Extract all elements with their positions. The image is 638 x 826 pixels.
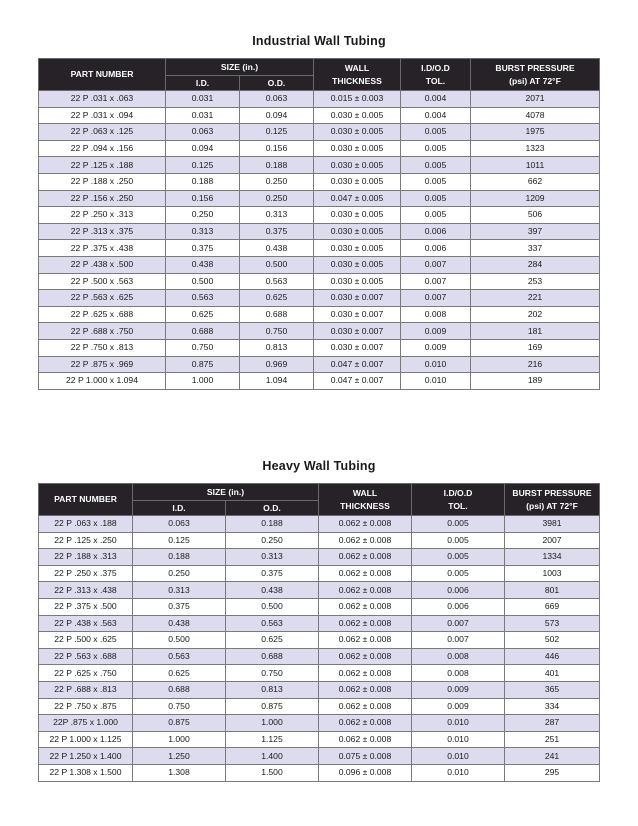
table-row <box>39 223 600 240</box>
id-cell: 0.188 <box>166 173 240 190</box>
tol-header-line1: I.D/O.D <box>421 62 450 73</box>
tolerance-cell: 0.007 <box>412 632 505 649</box>
tolerance-cell: 0.005 <box>401 140 471 157</box>
burst-pressure-cell: 169 <box>471 339 600 356</box>
table-row <box>39 715 600 732</box>
burst-pressure-cell: 334 <box>505 698 600 715</box>
part-number-cell: 22 P .750 x .875 <box>39 698 133 715</box>
table-row <box>39 190 600 207</box>
od-cell: 1.000 <box>226 715 319 732</box>
burst-pressure-cell: 1011 <box>471 157 600 174</box>
od-cell: 0.438 <box>226 582 319 599</box>
id-cell: 0.250 <box>133 565 226 582</box>
id-cell: 0.031 <box>166 107 240 124</box>
part-number-cell: 22 P .563 x .625 <box>39 290 166 307</box>
table-row <box>39 140 600 157</box>
wall-thickness-cell: 0.062 ± 0.008 <box>319 565 412 582</box>
burst-header-line1: BURST PRESSURE <box>512 487 592 498</box>
wall-thickness-cell: 0.030 ± 0.005 <box>314 256 401 273</box>
wall-thickness-cell: 0.062 ± 0.008 <box>319 698 412 715</box>
od-cell: 0.188 <box>226 516 319 533</box>
wall-header-line2: THICKNESS <box>332 75 382 86</box>
part-number-cell: 22 P .094 x .156 <box>39 140 166 157</box>
table-row <box>39 582 600 599</box>
wall-thickness-header <box>314 59 401 91</box>
tol-header-line2: TOL. <box>425 75 446 86</box>
od-cell: 0.375 <box>226 565 319 582</box>
table-row <box>39 240 600 257</box>
id-cell: 0.750 <box>133 698 226 715</box>
tolerance-cell: 0.007 <box>401 273 471 290</box>
burst-pressure-cell: 287 <box>505 715 600 732</box>
tolerance-cell: 0.010 <box>412 748 505 765</box>
burst-pressure-cell: 1003 <box>505 565 600 582</box>
part-number-cell: 22P .875 x 1.000 <box>39 715 133 732</box>
table-row <box>39 306 600 323</box>
wall-thickness-cell: 0.030 ± 0.005 <box>314 207 401 224</box>
id-cell: 0.500 <box>133 632 226 649</box>
id-cell: 1.308 <box>133 764 226 781</box>
wall-thickness-cell: 0.030 ± 0.005 <box>314 107 401 124</box>
od-cell: 1.094 <box>240 373 314 390</box>
tolerance-cell: 0.005 <box>401 157 471 174</box>
burst-pressure-cell: 446 <box>505 648 600 665</box>
tolerance-cell: 0.007 <box>412 615 505 632</box>
id-cell: 0.438 <box>166 256 240 273</box>
table-row <box>39 290 600 307</box>
wall-thickness-cell: 0.075 ± 0.008 <box>319 748 412 765</box>
tolerance-cell: 0.005 <box>401 207 471 224</box>
tolerance-cell: 0.004 <box>401 107 471 124</box>
wall-thickness-cell: 0.062 ± 0.008 <box>319 615 412 632</box>
od-cell: 0.313 <box>240 207 314 224</box>
burst-pressure-header <box>505 484 600 516</box>
wall-thickness-cell: 0.062 ± 0.008 <box>319 731 412 748</box>
tolerance-cell: 0.010 <box>412 731 505 748</box>
od-cell: 0.250 <box>240 173 314 190</box>
size-header: SIZE (in.) <box>166 59 314 76</box>
tolerance-cell: 0.009 <box>401 323 471 340</box>
wall-thickness-cell: 0.062 ± 0.008 <box>319 715 412 732</box>
wall-thickness-cell: 0.062 ± 0.008 <box>319 681 412 698</box>
burst-pressure-cell: 365 <box>505 681 600 698</box>
wall-thickness-cell: 0.030 ± 0.007 <box>314 290 401 307</box>
part-number-cell: 22 P .438 x .500 <box>39 256 166 273</box>
wall-thickness-cell: 0.030 ± 0.007 <box>314 339 401 356</box>
tolerance-cell: 0.010 <box>401 356 471 373</box>
burst-pressure-cell: 189 <box>471 373 600 390</box>
part-number-cell: 22 P .063 x .188 <box>39 516 133 533</box>
burst-pressure-cell: 573 <box>505 615 600 632</box>
part-number-cell: 22 P .688 x .813 <box>39 681 133 698</box>
tolerance-cell: 0.007 <box>401 256 471 273</box>
id-cell: 0.250 <box>166 207 240 224</box>
od-cell: 0.250 <box>226 532 319 549</box>
id-cell: 0.875 <box>166 356 240 373</box>
wall-thickness-cell: 0.062 ± 0.008 <box>319 516 412 533</box>
part-number-cell: 22 P .031 x .063 <box>39 91 166 108</box>
id-cell: 0.188 <box>133 549 226 566</box>
id-cell: 1.000 <box>166 373 240 390</box>
wall-thickness-cell: 0.047 ± 0.007 <box>314 373 401 390</box>
wall-thickness-cell: 0.062 ± 0.008 <box>319 632 412 649</box>
id-cell: 0.313 <box>133 582 226 599</box>
id-cell: 0.500 <box>166 273 240 290</box>
burst-pressure-cell: 251 <box>505 731 600 748</box>
industrial-wall-tubing-table <box>38 58 600 390</box>
part-number-cell: 22 P .688 x .750 <box>39 323 166 340</box>
wall-thickness-cell: 0.062 ± 0.008 <box>319 549 412 566</box>
table-row <box>39 356 600 373</box>
wall-thickness-header <box>319 484 412 516</box>
table-row <box>39 598 600 615</box>
burst-pressure-cell: 506 <box>471 207 600 224</box>
od-cell: 0.188 <box>240 157 314 174</box>
burst-pressure-cell: 1975 <box>471 124 600 141</box>
heavy-wall-tubing-title: Heavy Wall Tubing <box>262 459 376 473</box>
tolerance-cell: 0.005 <box>401 173 471 190</box>
wall-thickness-cell: 0.062 ± 0.008 <box>319 598 412 615</box>
part-number-cell: 22 P .250 x .313 <box>39 207 166 224</box>
od-cell: 0.250 <box>240 190 314 207</box>
table-row <box>39 632 600 649</box>
id-cell: 0.563 <box>133 648 226 665</box>
table-row <box>39 91 600 108</box>
od-cell: 0.625 <box>240 290 314 307</box>
id-cell: 0.375 <box>166 240 240 257</box>
burst-pressure-cell: 3981 <box>505 516 600 533</box>
burst-pressure-cell: 181 <box>471 323 600 340</box>
part-number-cell: 22 P .375 x .438 <box>39 240 166 257</box>
id-cell: 0.063 <box>133 516 226 533</box>
tol-header-line2: TOL. <box>448 500 468 511</box>
id-cell: 1.000 <box>133 731 226 748</box>
part-number-cell: 22 P .125 x .188 <box>39 157 166 174</box>
od-cell: 0.563 <box>240 273 314 290</box>
od-cell: 0.875 <box>226 698 319 715</box>
tolerance-cell: 0.007 <box>401 290 471 307</box>
wall-thickness-cell: 0.047 ± 0.005 <box>314 190 401 207</box>
wall-thickness-cell: 0.062 ± 0.008 <box>319 582 412 599</box>
od-cell: 0.625 <box>226 632 319 649</box>
tolerance-cell: 0.010 <box>401 373 471 390</box>
burst-pressure-cell: 202 <box>471 306 600 323</box>
table-row <box>39 565 600 582</box>
burst-pressure-cell: 401 <box>505 665 600 682</box>
wall-thickness-cell: 0.030 ± 0.005 <box>314 223 401 240</box>
table-row <box>39 339 600 356</box>
tolerance-cell: 0.005 <box>412 549 505 566</box>
id-cell: 0.438 <box>133 615 226 632</box>
wall-header-line1: WALL <box>352 487 378 498</box>
burst-pressure-cell: 1323 <box>471 140 600 157</box>
od-cell: 0.438 <box>240 240 314 257</box>
od-cell: 0.813 <box>240 339 314 356</box>
id-cell: 0.625 <box>133 665 226 682</box>
table-row <box>39 373 600 390</box>
table-row <box>39 681 600 698</box>
part-number-cell: 22 P .500 x .625 <box>39 632 133 649</box>
part-number-cell: 22 P .563 x .688 <box>39 648 133 665</box>
wall-thickness-cell: 0.062 ± 0.008 <box>319 532 412 549</box>
tolerance-cell: 0.006 <box>401 223 471 240</box>
tolerance-cell: 0.005 <box>412 532 505 549</box>
id-cell: 0.875 <box>133 715 226 732</box>
table-row <box>39 124 600 141</box>
tolerance-cell: 0.005 <box>401 190 471 207</box>
id-cell: 0.375 <box>133 598 226 615</box>
part-number-cell: 22 P .125 x .250 <box>39 532 133 549</box>
table-row <box>39 107 600 124</box>
part-number-header: PART NUMBER <box>39 59 166 91</box>
part-number-cell: 22 P .375 x .500 <box>39 598 133 615</box>
wall-thickness-cell: 0.096 ± 0.008 <box>319 764 412 781</box>
id-cell: 0.125 <box>166 157 240 174</box>
part-number-cell: 22 P .250 x .375 <box>39 565 133 582</box>
part-number-cell: 22 P .438 x .563 <box>39 615 133 632</box>
id-cell: 0.125 <box>133 532 226 549</box>
burst-pressure-cell: 221 <box>471 290 600 307</box>
wall-thickness-cell: 0.030 ± 0.005 <box>314 173 401 190</box>
wall-thickness-cell: 0.030 ± 0.007 <box>314 306 401 323</box>
size-header: SIZE (in.) <box>133 484 319 501</box>
wall-thickness-cell: 0.030 ± 0.007 <box>314 323 401 340</box>
tolerance-cell: 0.010 <box>412 715 505 732</box>
id-cell: 0.313 <box>166 223 240 240</box>
od-cell: 0.688 <box>240 306 314 323</box>
tolerance-header <box>412 484 505 516</box>
table-row <box>39 532 600 549</box>
tolerance-cell: 0.008 <box>412 665 505 682</box>
wall-thickness-cell: 0.047 ± 0.007 <box>314 356 401 373</box>
burst-pressure-cell: 669 <box>505 598 600 615</box>
table-row <box>39 157 600 174</box>
od-cell: 1.400 <box>226 748 319 765</box>
burst-pressure-cell: 4078 <box>471 107 600 124</box>
wall-thickness-cell: 0.030 ± 0.005 <box>314 140 401 157</box>
part-number-cell: 22 P .625 x .688 <box>39 306 166 323</box>
tolerance-cell: 0.005 <box>412 516 505 533</box>
id-cell: 1.250 <box>133 748 226 765</box>
od-cell: 0.750 <box>240 323 314 340</box>
burst-pressure-cell: 253 <box>471 273 600 290</box>
tolerance-cell: 0.006 <box>412 598 505 615</box>
od-cell: 0.375 <box>240 223 314 240</box>
part-number-cell: 22 P .313 x .375 <box>39 223 166 240</box>
id-cell: 0.750 <box>166 339 240 356</box>
wall-thickness-cell: 0.062 ± 0.008 <box>319 648 412 665</box>
wall-thickness-cell: 0.030 ± 0.005 <box>314 124 401 141</box>
od-cell: 0.750 <box>226 665 319 682</box>
wall-thickness-cell: 0.015 ± 0.003 <box>314 91 401 108</box>
burst-header-line2: (psi) AT 72°F <box>509 75 561 86</box>
od-cell: 0.813 <box>226 681 319 698</box>
wall-header-line2: THICKNESS <box>340 500 390 511</box>
burst-pressure-cell: 502 <box>505 632 600 649</box>
part-number-cell: 22 P 1.250 x 1.400 <box>39 748 133 765</box>
burst-header-line2: (psi) AT 72°F <box>526 500 578 511</box>
od-cell: 0.688 <box>226 648 319 665</box>
tolerance-cell: 0.006 <box>401 240 471 257</box>
od-cell: 0.563 <box>226 615 319 632</box>
od-cell: 0.500 <box>240 256 314 273</box>
id-cell: 0.563 <box>166 290 240 307</box>
table-row <box>39 731 600 748</box>
part-number-cell: 22 P .500 x .563 <box>39 273 166 290</box>
burst-pressure-cell: 337 <box>471 240 600 257</box>
id-cell: 0.031 <box>166 91 240 108</box>
od-cell: 0.500 <box>226 598 319 615</box>
tolerance-cell: 0.008 <box>401 306 471 323</box>
tolerance-cell: 0.009 <box>412 698 505 715</box>
table-row <box>39 615 600 632</box>
id-cell: 0.063 <box>166 124 240 141</box>
tolerance-cell: 0.009 <box>401 339 471 356</box>
part-number-header: PART NUMBER <box>39 484 133 516</box>
part-number-cell: 22 P .031 x .094 <box>39 107 166 124</box>
tolerance-cell: 0.009 <box>412 681 505 698</box>
industrial-wall-tubing-title: Industrial Wall Tubing <box>252 34 386 48</box>
burst-pressure-cell: 2071 <box>471 91 600 108</box>
tolerance-cell: 0.005 <box>401 124 471 141</box>
table-row <box>39 748 600 765</box>
id-header: I.D. <box>166 76 240 91</box>
od-cell: 0.125 <box>240 124 314 141</box>
od-header: O.D. <box>226 501 319 516</box>
part-number-cell: 22 P 1.000 x 1.125 <box>39 731 133 748</box>
table-row <box>39 207 600 224</box>
burst-pressure-header <box>471 59 600 91</box>
id-cell: 0.688 <box>133 681 226 698</box>
part-number-cell: 22 P .750 x .813 <box>39 339 166 356</box>
wall-thickness-cell: 0.030 ± 0.005 <box>314 157 401 174</box>
part-number-cell: 22 P .188 x .250 <box>39 173 166 190</box>
burst-pressure-cell: 216 <box>471 356 600 373</box>
tolerance-cell: 0.005 <box>412 565 505 582</box>
burst-pressure-cell: 241 <box>505 748 600 765</box>
id-cell: 0.688 <box>166 323 240 340</box>
heavy-wall-tubing-table <box>38 483 600 782</box>
table-row <box>39 698 600 715</box>
id-cell: 0.094 <box>166 140 240 157</box>
wall-header-line1: WALL <box>344 62 370 73</box>
table-row <box>39 173 600 190</box>
part-number-cell: 22 P .188 x .313 <box>39 549 133 566</box>
part-number-cell: 22 P .875 x .969 <box>39 356 166 373</box>
burst-pressure-cell: 801 <box>505 582 600 599</box>
table-row <box>39 648 600 665</box>
id-cell: 0.156 <box>166 190 240 207</box>
burst-pressure-cell: 295 <box>505 764 600 781</box>
burst-header-line1: BURST PRESSURE <box>495 62 575 73</box>
part-number-cell: 22 P 1.000 x 1.094 <box>39 373 166 390</box>
tolerance-cell: 0.010 <box>412 764 505 781</box>
od-cell: 0.094 <box>240 107 314 124</box>
tolerance-cell: 0.006 <box>412 582 505 599</box>
tolerance-header <box>401 59 471 91</box>
wall-thickness-cell: 0.062 ± 0.008 <box>319 665 412 682</box>
part-number-cell: 22 P .156 x .250 <box>39 190 166 207</box>
burst-pressure-cell: 1209 <box>471 190 600 207</box>
burst-pressure-cell: 1334 <box>505 549 600 566</box>
od-cell: 0.156 <box>240 140 314 157</box>
od-cell: 0.969 <box>240 356 314 373</box>
table-row <box>39 516 600 533</box>
table-row <box>39 256 600 273</box>
od-cell: 1.500 <box>226 764 319 781</box>
od-cell: 1.125 <box>226 731 319 748</box>
tol-header-line1: I.D/O.D <box>443 487 473 498</box>
table-row <box>39 273 600 290</box>
part-number-cell: 22 P .063 x .125 <box>39 124 166 141</box>
tolerance-cell: 0.008 <box>412 648 505 665</box>
wall-thickness-cell: 0.030 ± 0.005 <box>314 240 401 257</box>
table-row <box>39 323 600 340</box>
od-header: O.D. <box>240 76 314 91</box>
burst-pressure-cell: 397 <box>471 223 600 240</box>
tolerance-cell: 0.004 <box>401 91 471 108</box>
burst-pressure-cell: 2007 <box>505 532 600 549</box>
burst-pressure-cell: 662 <box>471 173 600 190</box>
table-row <box>39 665 600 682</box>
part-number-cell: 22 P .313 x .438 <box>39 582 133 599</box>
table-row <box>39 764 600 781</box>
od-cell: 0.063 <box>240 91 314 108</box>
part-number-cell: 22 P 1.308 x 1.500 <box>39 764 133 781</box>
table-row <box>39 549 600 566</box>
burst-pressure-cell: 284 <box>471 256 600 273</box>
id-cell: 0.625 <box>166 306 240 323</box>
wall-thickness-cell: 0.030 ± 0.005 <box>314 273 401 290</box>
part-number-cell: 22 P .625 x .750 <box>39 665 133 682</box>
id-header: I.D. <box>133 501 226 516</box>
od-cell: 0.313 <box>226 549 319 566</box>
